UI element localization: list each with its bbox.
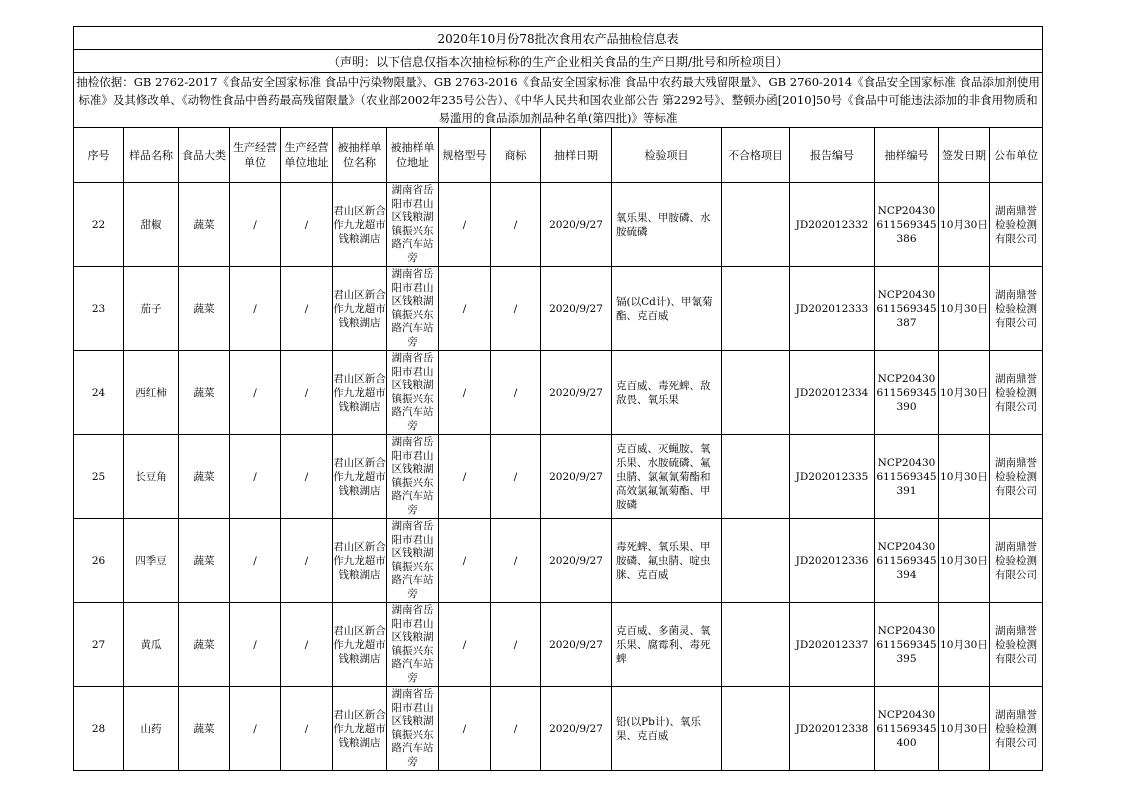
cell-fail [722, 435, 790, 519]
cell-spec: / [439, 519, 491, 603]
cell-items: 镉(以Cd计)、甲氰菊酯、克百威 [612, 267, 722, 351]
cell-no: 25 [74, 435, 124, 519]
column-header: 食品大类 [179, 128, 230, 183]
cell-sampled-addr: 湖南省岳阳市君山区钱粮湖镇振兴东路汽车站旁 [387, 435, 439, 519]
cell-fail [722, 351, 790, 435]
cell-fail [722, 603, 790, 687]
cell-category: 蔬菜 [179, 267, 230, 351]
cell-sample-no: NCP20430611569345390 [875, 351, 939, 435]
cell-sample-no: NCP20430611569345400 [875, 687, 939, 771]
cell-name: 黄瓜 [124, 603, 179, 687]
cell-category: 蔬菜 [179, 603, 230, 687]
column-header: 公布单位 [990, 128, 1043, 183]
cell-issue-date: 10月30日 [939, 435, 990, 519]
cell-spec: / [439, 435, 491, 519]
cell-producer: / [230, 183, 281, 267]
cell-sample-no: NCP20430611569345387 [875, 267, 939, 351]
cell-producer: / [230, 267, 281, 351]
cell-date: 2020/9/27 [541, 267, 612, 351]
cell-date: 2020/9/27 [541, 183, 612, 267]
cell-brand: / [491, 603, 541, 687]
column-header: 抽样编号 [875, 128, 939, 183]
cell-publisher: 湖南鼎誉检验检测有限公司 [990, 183, 1043, 267]
cell-no: 27 [74, 603, 124, 687]
cell-items: 毒死蜱、氧乐果、甲胺磷、氟虫腈、啶虫脒、克百威 [612, 519, 722, 603]
column-header: 报告编号 [790, 128, 875, 183]
cell-category: 蔬菜 [179, 183, 230, 267]
cell-producer-addr: / [281, 351, 333, 435]
column-header: 不合格项目 [722, 128, 790, 183]
cell-no: 28 [74, 687, 124, 771]
cell-issue-date: 10月30日 [939, 267, 990, 351]
cell-brand: / [491, 183, 541, 267]
column-header: 签发日期 [939, 128, 990, 183]
cell-no: 22 [74, 183, 124, 267]
cell-spec: / [439, 267, 491, 351]
cell-brand: / [491, 267, 541, 351]
cell-producer: / [230, 603, 281, 687]
cell-publisher: 湖南鼎誉检验检测有限公司 [990, 519, 1043, 603]
cell-producer: / [230, 435, 281, 519]
inspection-table [73, 26, 1043, 771]
cell-no: 24 [74, 351, 124, 435]
cell-fail [722, 267, 790, 351]
cell-name: 甜椒 [124, 183, 179, 267]
cell-fail [722, 687, 790, 771]
cell-no: 26 [74, 519, 124, 603]
table-row [74, 435, 1043, 519]
cell-sampled-unit: 君山区新合作九龙超市钱粮湖店 [333, 519, 387, 603]
header-row [74, 128, 1043, 183]
cell-no: 23 [74, 267, 124, 351]
cell-report: JD202012336 [790, 519, 875, 603]
cell-date: 2020/9/27 [541, 351, 612, 435]
cell-producer-addr: / [281, 435, 333, 519]
cell-sampled-addr: 湖南省岳阳市君山区钱粮湖镇振兴东路汽车站旁 [387, 687, 439, 771]
cell-sampled-addr: 湖南省岳阳市君山区钱粮湖镇振兴东路汽车站旁 [387, 519, 439, 603]
cell-brand: / [491, 435, 541, 519]
cell-report: JD202012333 [790, 267, 875, 351]
cell-items: 克百威、毒死蜱、敌敌畏、氧乐果 [612, 351, 722, 435]
cell-sampled-addr: 湖南省岳阳市君山区钱粮湖镇振兴东路汽车站旁 [387, 267, 439, 351]
cell-producer-addr: / [281, 519, 333, 603]
cell-publisher: 湖南鼎誉检验检测有限公司 [990, 351, 1043, 435]
cell-name: 四季豆 [124, 519, 179, 603]
column-header: 被抽样单位地址 [387, 128, 439, 183]
cell-publisher: 湖南鼎誉检验检测有限公司 [990, 435, 1043, 519]
cell-category: 蔬菜 [179, 435, 230, 519]
cell-issue-date: 10月30日 [939, 519, 990, 603]
cell-name: 西红柿 [124, 351, 179, 435]
table-row [74, 519, 1043, 603]
column-header: 样品名称 [124, 128, 179, 183]
cell-issue-date: 10月30日 [939, 183, 990, 267]
cell-producer: / [230, 687, 281, 771]
cell-sampled-unit: 君山区新合作九龙超市钱粮湖店 [333, 687, 387, 771]
column-header: 检验项目 [612, 128, 722, 183]
cell-producer-addr: / [281, 267, 333, 351]
cell-issue-date: 10月30日 [939, 351, 990, 435]
cell-sampled-addr: 湖南省岳阳市君山区钱粮湖镇振兴东路汽车站旁 [387, 351, 439, 435]
cell-issue-date: 10月30日 [939, 603, 990, 687]
column-header: 生产经营单位地址 [281, 128, 333, 183]
cell-publisher: 湖南鼎誉检验检测有限公司 [990, 687, 1043, 771]
column-header: 生产经营单位 [230, 128, 281, 183]
cell-date: 2020/9/27 [541, 519, 612, 603]
table-body [74, 183, 1043, 771]
cell-name: 茄子 [124, 267, 179, 351]
cell-fail [722, 183, 790, 267]
declaration: （声明：以下信息仅指本次抽检标称的生产企业相关食品的生产日期/批号和所检项目） [74, 50, 1043, 73]
cell-producer-addr: / [281, 687, 333, 771]
table-title: 2020年10月份78批次食用农产品抽检信息表 [74, 27, 1043, 50]
cell-sample-no: NCP20430611569345386 [875, 183, 939, 267]
cell-sampled-addr: 湖南省岳阳市君山区钱粮湖镇振兴东路汽车站旁 [387, 183, 439, 267]
cell-date: 2020/9/27 [541, 435, 612, 519]
cell-brand: / [491, 351, 541, 435]
cell-spec: / [439, 351, 491, 435]
cell-report: JD202012334 [790, 351, 875, 435]
cell-producer-addr: / [281, 183, 333, 267]
cell-sampled-addr: 湖南省岳阳市君山区钱粮湖镇振兴东路汽车站旁 [387, 603, 439, 687]
cell-report: JD202012335 [790, 435, 875, 519]
cell-publisher: 湖南鼎誉检验检测有限公司 [990, 267, 1043, 351]
cell-fail [722, 519, 790, 603]
table-row [74, 603, 1043, 687]
cell-sample-no: NCP20430611569345391 [875, 435, 939, 519]
cell-brand: / [491, 519, 541, 603]
table-row [74, 183, 1043, 267]
cell-issue-date: 10月30日 [939, 687, 990, 771]
cell-date: 2020/9/27 [541, 687, 612, 771]
cell-name: 长豆角 [124, 435, 179, 519]
cell-items: 克百威、灭蝇胺、氧乐果、水胺硫磷、氟虫腈、氯氟氰菊酯和高效氯氟氰菊酯、甲胺磷 [612, 435, 722, 519]
cell-category: 蔬菜 [179, 687, 230, 771]
cell-spec: / [439, 603, 491, 687]
cell-producer: / [230, 351, 281, 435]
inspection-basis: 抽检依据：GB 2762-2017《食品安全国家标准 食品中污染物限量》、GB 2763-2016《食品安全国家标准 食品中农药最大残留限量》、GB 2760-2014《食品安全国家标准 食品添加剂使用标准》及其修改单、《动物性食品中兽药最高残留限量》（农业部2002年235号公告）、《中华人民共和国农业部公告 第2292号》、整顿办函[2010]50号《食品中可能违法添加的非食用物质和易滥用的食品添加剂品种名单(第四批)》等标准 [74, 73, 1043, 128]
cell-items: 氧乐果、甲胺磷、水胺硫磷 [612, 183, 722, 267]
cell-producer: / [230, 519, 281, 603]
cell-sample-no: NCP20430611569345394 [875, 519, 939, 603]
cell-sampled-unit: 君山区新合作九龙超市钱粮湖店 [333, 267, 387, 351]
cell-producer-addr: / [281, 603, 333, 687]
column-header: 规格型号 [439, 128, 491, 183]
cell-sample-no: NCP20430611569345395 [875, 603, 939, 687]
cell-sampled-unit: 君山区新合作九龙超市钱粮湖店 [333, 603, 387, 687]
column-header: 抽样日期 [541, 128, 612, 183]
cell-brand: / [491, 687, 541, 771]
cell-spec: / [439, 183, 491, 267]
cell-sampled-unit: 君山区新合作九龙超市钱粮湖店 [333, 183, 387, 267]
table-row [74, 351, 1043, 435]
column-header: 被抽样单位名称 [333, 128, 387, 183]
cell-report: JD202012338 [790, 687, 875, 771]
cell-report: JD202012332 [790, 183, 875, 267]
cell-name: 山药 [124, 687, 179, 771]
column-header: 商标 [491, 128, 541, 183]
cell-report: JD202012337 [790, 603, 875, 687]
cell-category: 蔬菜 [179, 351, 230, 435]
cell-items: 铅(以Pb计)、氧乐果、克百威 [612, 687, 722, 771]
cell-date: 2020/9/27 [541, 603, 612, 687]
cell-spec: / [439, 687, 491, 771]
table-row [74, 267, 1043, 351]
cell-category: 蔬菜 [179, 519, 230, 603]
cell-sampled-unit: 君山区新合作九龙超市钱粮湖店 [333, 435, 387, 519]
table-row [74, 687, 1043, 771]
column-header: 序号 [74, 128, 124, 183]
cell-publisher: 湖南鼎誉检验检测有限公司 [990, 603, 1043, 687]
cell-items: 克百威、多菌灵、氧乐果、腐霉利、毒死蜱 [612, 603, 722, 687]
cell-sampled-unit: 君山区新合作九龙超市钱粮湖店 [333, 351, 387, 435]
